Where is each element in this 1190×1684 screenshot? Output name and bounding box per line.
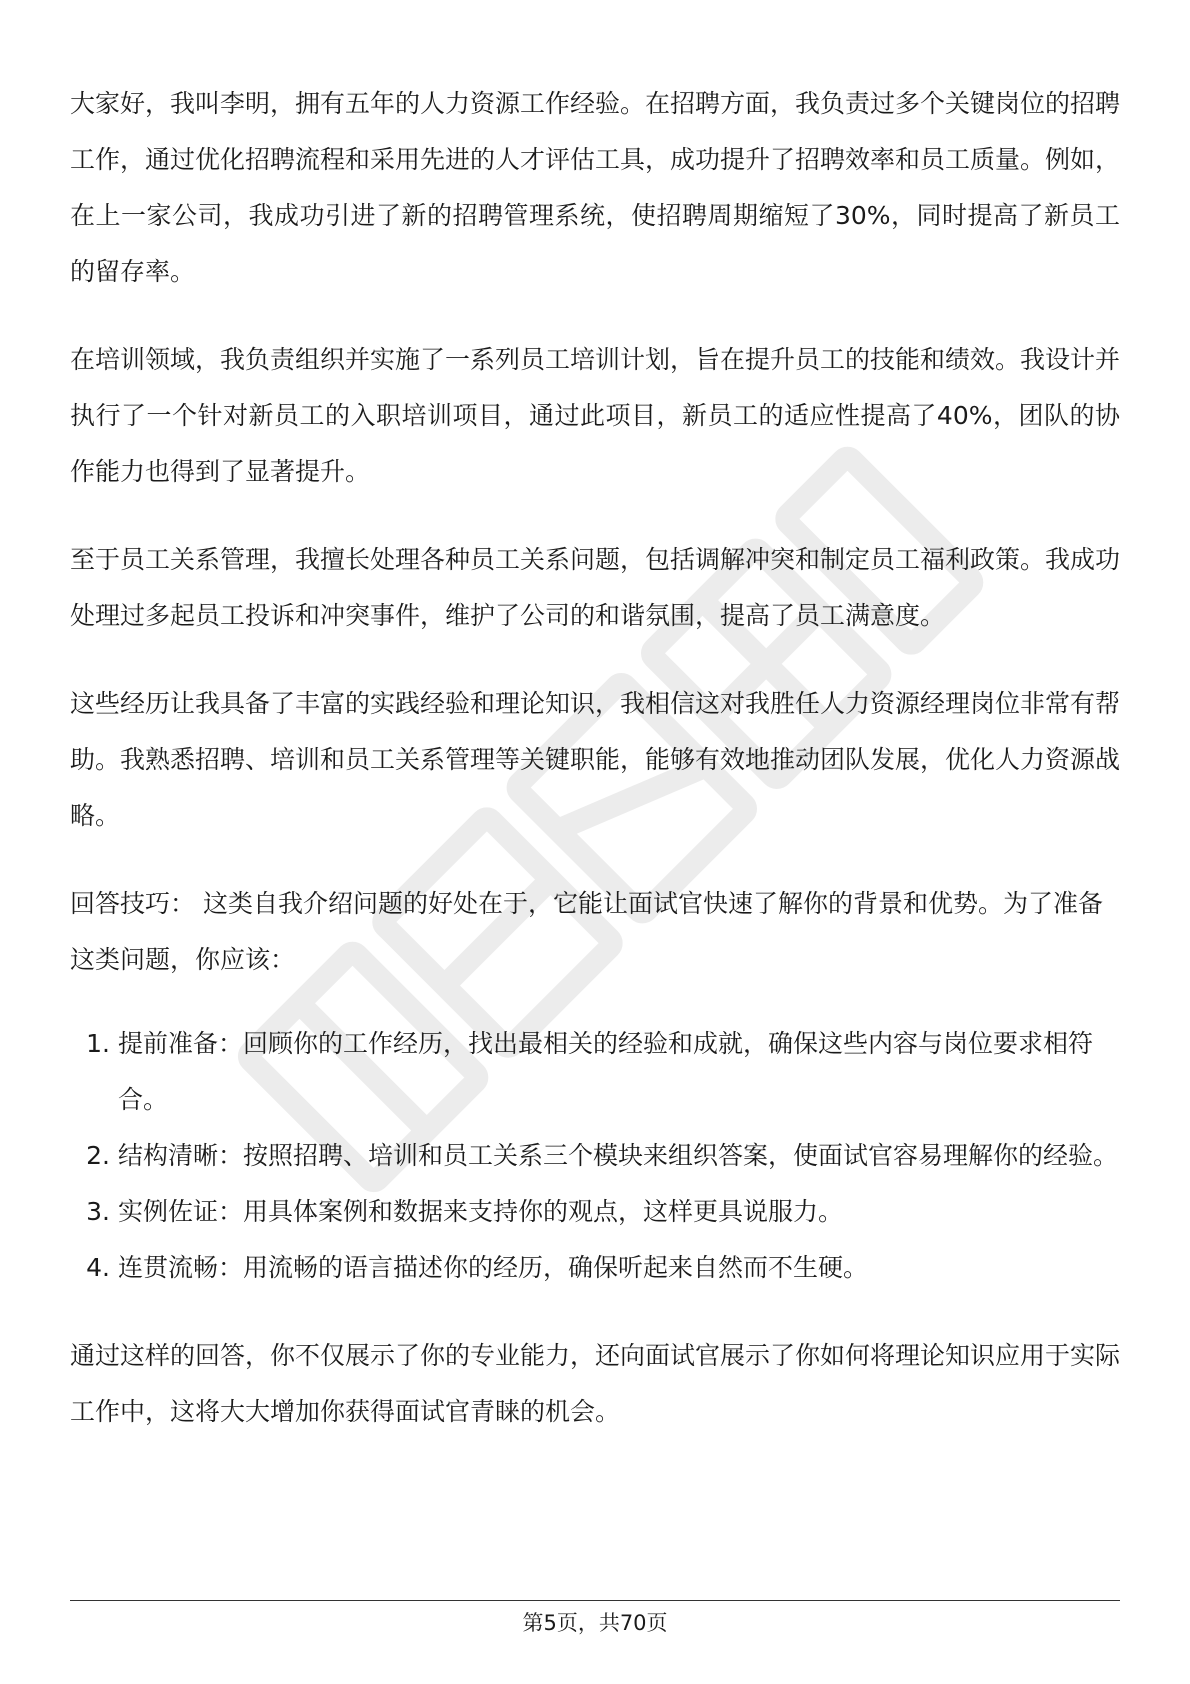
list-item xyxy=(70,1016,1120,1128)
list-item xyxy=(70,1184,1120,1240)
list-item-number: 4. xyxy=(86,1253,110,1282)
paragraph-employee-relations: 至于员工关系管理，我擅长处理各种员工关系问题，包括调解冲突和制定员工福利政策。我成功处理过多起员工投诉和冲突事件，维护了公司的和谐氛围，提高了员工满意度。 xyxy=(70,545,1121,630)
document-body xyxy=(70,76,1120,1472)
paragraph-conclusion: 通过这样的回答，你不仅展示了你的专业能力，还向面试官展示了你如何将理论知识应用于实际工作中，这将大大增加你获得面试官青睐的机会。 xyxy=(70,1341,1121,1426)
list-item-text: 提前准备：回顾你的工作经历，找出最相关的经验和成就，确保这些内容与岗位要求相符合。 xyxy=(118,1029,1094,1114)
list-item-text: 连贯流畅：用流畅的语言描述你的经历，确保听起来自然而不生硬。 xyxy=(118,1253,869,1282)
list-item xyxy=(70,1240,1120,1296)
paragraph-summary: 这些经历让我具备了丰富的实践经验和理论知识，我相信这对我胜任人力资源经理岗位非常有帮助。我熟悉招聘、培训和员工关系管理等关键职能，能够有效地推动团队发展，优化人力资源战略。 xyxy=(70,689,1121,830)
list-item-number: 2. xyxy=(86,1141,110,1170)
list-item-text: 实例佐证：用具体案例和数据来支持你的观点，这样更具说服力。 xyxy=(118,1197,844,1226)
paragraph-recruitment: 大家好，我叫李明，拥有五年的人力资源工作经验。在招聘方面，我负责过多个关键岗位的招聘工作，通过优化招聘流程和采用先进的人才评估工具，成功提升了招聘效率和员工质量。例如，在上一家公司，我成功引进了新的招聘管理系统，使招聘周期缩短了30%，同时提高了新员工的留存率。 xyxy=(70,89,1121,286)
list-item-number: 1. xyxy=(86,1029,110,1058)
paragraph-training: 在培训领域，我负责组织并实施了一系列员工培训计划，旨在提升员工的技能和绩效。我设计并执行了一个针对新员工的入职培训项目，通过此项目，新员工的适应性提高了40%，团队的协作能力也得到了显著提升。 xyxy=(70,345,1121,486)
list-item-text: 结构清晰：按照招聘、培训和员工关系三个模块来组织答案，使面试官容易理解你的经验。 xyxy=(118,1141,1119,1170)
answer-tips-intro: 回答技巧： 这类自我介绍问题的好处在于，它能让面试官快速了解你的背景和优势。为了准备这类问题，你应该： xyxy=(70,889,1103,974)
page-number: 第5页，共70页 xyxy=(522,1611,668,1635)
list-item-number: 3. xyxy=(86,1197,110,1226)
footer-divider xyxy=(70,1600,1120,1601)
list-item xyxy=(70,1128,1120,1184)
tips-list xyxy=(70,1016,1120,1296)
